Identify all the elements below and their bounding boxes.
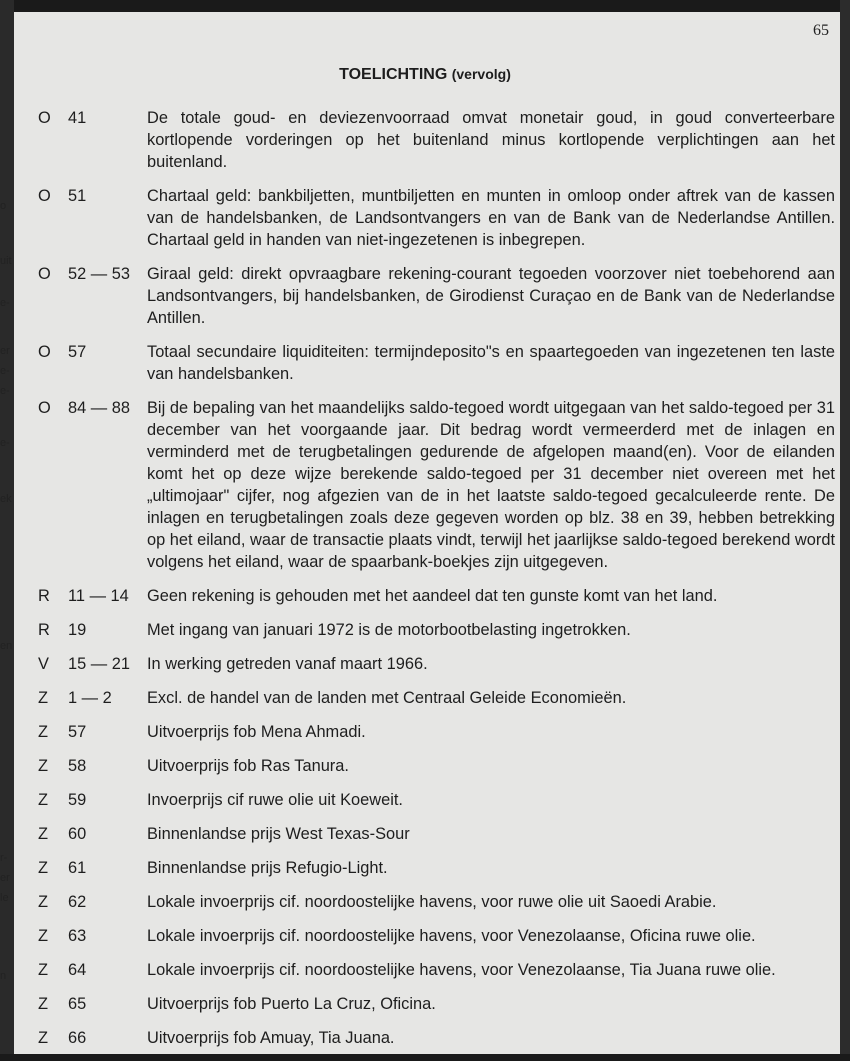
note-entry — [38, 959, 835, 981]
row-reference: 15 — 21 — [68, 655, 130, 673]
table-letter: V — [38, 655, 49, 673]
table-letter: R — [38, 621, 50, 639]
note-text: Lokale invoerprijs cif. noordoostelijke havens, voor Venezolaanse, Oficina ruwe olie. — [147, 927, 756, 945]
note-text: Uitvoerprijs fob Ras Tanura. — [147, 757, 349, 775]
margin-fragment: n — [0, 970, 7, 982]
note-text: In werking getreden vanaf maart 1966. — [147, 655, 428, 673]
title-sub: (vervolg) — [451, 66, 511, 82]
table-letter: Z — [38, 689, 49, 707]
row-reference: 65 — [68, 995, 87, 1013]
note-reference — [38, 925, 143, 947]
note-text: De totale goud- en deviezenvoorraad omvat monetair goud, in goud converteerbare kortlopende vorderingen op het buitenland minus kortlopende verplichtingen aan het buitenland. — [147, 109, 835, 171]
note-reference — [38, 107, 143, 129]
note-text: Excl. de handel van de landen met Centraal Geleide Economieën. — [147, 689, 627, 707]
row-reference: 59 — [68, 791, 87, 809]
margin-fragment: e- — [0, 297, 10, 309]
note-reference — [38, 993, 143, 1015]
margin-fragment: e- — [0, 437, 10, 449]
note-entry — [38, 891, 835, 913]
note-entry — [38, 107, 835, 173]
table-letter: O — [38, 187, 51, 205]
margin-fragment: er — [0, 345, 10, 357]
note-text: Lokale invoerprijs cif. noordoostelijke havens, voor Venezolaanse, Tia Juana ruwe olie. — [147, 961, 776, 979]
note-entry — [38, 993, 835, 1015]
note-text: Chartaal geld: bankbiljetten, muntbiljetten en munten in omloop onder aftrek van de kassen van de handelsbanken, de Landsontvangers en van de Bank van de Nederlandse Antillen. Chartaal geld in handen van niet-ingezetenen is inbegrepen. — [147, 187, 835, 249]
note-text: Giraal geld: direkt opvraagbare rekening-courant tegoeden voorzover niet toebehorend aan Landsontvangers, bij handelsbanken, de Girodienst Curaçao en de Bank van de Nederlandse Antillen. — [147, 265, 835, 327]
row-reference: 61 — [68, 859, 87, 877]
table-letter: Z — [38, 893, 49, 911]
table-letter: O — [38, 343, 51, 361]
table-letter: Z — [38, 791, 49, 809]
margin-fragment: en — [0, 640, 13, 652]
title-main: TOELICHTING — [339, 66, 448, 83]
note-reference — [38, 263, 143, 285]
page-number: 65 — [813, 22, 829, 39]
table-letter: Z — [38, 1029, 49, 1047]
note-entry — [38, 619, 835, 641]
note-text: Uitvoerprijs fob Amuay, Tia Juana. — [147, 1029, 395, 1047]
note-entry — [38, 185, 835, 251]
note-reference — [38, 619, 143, 641]
row-reference: 66 — [68, 1029, 87, 1047]
note-entry — [38, 397, 835, 573]
note-reference — [38, 789, 143, 811]
note-entry — [38, 653, 835, 675]
row-reference: 84 — 88 — [68, 399, 130, 417]
note-entry — [38, 1027, 835, 1049]
note-entry — [38, 585, 835, 607]
note-entry — [38, 755, 835, 777]
note-reference — [38, 397, 143, 419]
note-reference — [38, 687, 143, 709]
row-reference: 41 — [68, 109, 87, 127]
note-reference — [38, 823, 143, 845]
page-title — [0, 64, 850, 85]
note-reference — [38, 891, 143, 913]
table-letter: Z — [38, 825, 49, 843]
table-letter: O — [38, 399, 51, 417]
note-text: Binnenlandse prijs Refugio-Light. — [147, 859, 388, 877]
row-reference: 1 — 2 — [68, 689, 112, 707]
note-entry — [38, 823, 835, 845]
note-entry — [38, 721, 835, 743]
note-reference — [38, 721, 143, 743]
row-reference: 51 — [68, 187, 87, 205]
margin-fragment: o — [0, 200, 7, 212]
note-text: Binnenlandse prijs West Texas-Sour — [147, 825, 410, 843]
row-reference: 64 — [68, 961, 87, 979]
note-text: Met ingang van januari 1972 is de motorbootbelasting ingetrokken. — [147, 621, 631, 639]
table-letter: Z — [38, 961, 49, 979]
margin-fragment: le — [0, 892, 9, 904]
note-entry — [38, 789, 835, 811]
table-letter: Z — [38, 927, 49, 945]
note-text: Lokale invoerprijs cif. noordoostelijke havens, voor ruwe olie uit Saoedi Arabie. — [147, 893, 717, 911]
note-entry — [38, 341, 835, 385]
row-reference: 11 — 14 — [68, 587, 129, 605]
notes-list — [38, 107, 835, 1061]
note-text: Geen rekening is gehouden met het aandeel dat ten gunste komt van het land. — [147, 587, 718, 605]
note-entry — [38, 925, 835, 947]
note-reference — [38, 585, 143, 607]
row-reference: 57 — [68, 343, 87, 361]
margin-fragment: e- — [0, 365, 10, 377]
page-right-edge — [840, 0, 850, 1054]
note-entry — [38, 687, 835, 709]
note-entry — [38, 857, 835, 879]
note-reference — [38, 755, 143, 777]
note-reference — [38, 185, 143, 207]
row-reference: 58 — [68, 757, 87, 775]
table-letter: O — [38, 109, 51, 127]
note-reference — [38, 857, 143, 879]
note-reference — [38, 341, 143, 363]
note-text: Uitvoerprijs fob Mena Ahmadi. — [147, 723, 366, 741]
table-letter: Z — [38, 723, 49, 741]
table-letter: Z — [38, 859, 49, 877]
note-text: Invoerprijs cif ruwe olie uit Koeweit. — [147, 791, 403, 809]
margin-fragment: er — [0, 872, 10, 884]
table-letter: Z — [38, 995, 49, 1013]
margin-fragment: ek — [0, 493, 12, 505]
row-reference: 52 — 53 — [68, 265, 130, 283]
row-reference: 60 — [68, 825, 87, 843]
note-text: Totaal secundaire liquiditeiten: termijndeposito"s en spaartegoeden van ingezetenen ten laste van handelsbanken. — [147, 343, 835, 383]
note-text: Uitvoerprijs fob Puerto La Cruz, Oficina. — [147, 995, 436, 1013]
row-reference: 57 — [68, 723, 87, 741]
note-entry — [38, 263, 835, 329]
table-letter: R — [38, 587, 50, 605]
margin-fragment: uit — [0, 255, 12, 267]
row-reference: 19 — [68, 621, 87, 639]
note-reference — [38, 1027, 143, 1049]
row-reference: 62 — [68, 893, 87, 911]
note-reference — [38, 653, 143, 675]
table-letter: O — [38, 265, 51, 283]
row-reference: 63 — [68, 927, 87, 945]
note-reference — [38, 959, 143, 981]
table-letter: Z — [38, 757, 49, 775]
margin-fragment: r- — [0, 852, 8, 864]
margin-fragment: e- — [0, 385, 10, 397]
note-text: Bij de bepaling van het maandelijks saldo-tegoed wordt uitgegaan van het saldo-tegoed per 31 december van het voorgaande jaar. Dit bedrag wordt vermeerderd met de inlagen en verminderd met de terugbetalingen gedurende de afgelopen maand(en). Voor de eilanden komt het op deze wijze berekende saldo-tegoed per 31 december niet overeen met het „ultimojaar" cijfer, nog afgezien van de in het laatste saldo-tegoed gecalculeerde rente. De inlagen en terugbetalingen zoals deze gegeven worden op blz. 38 en 39, hebben betrekking op het eiland, waar de transactie plaats vindt, terwijl het jaarlijkse saldo-tegoed berekend wordt volgens het eiland, waar de spaarbank-boekjes zijn uitgegeven. — [147, 399, 835, 571]
